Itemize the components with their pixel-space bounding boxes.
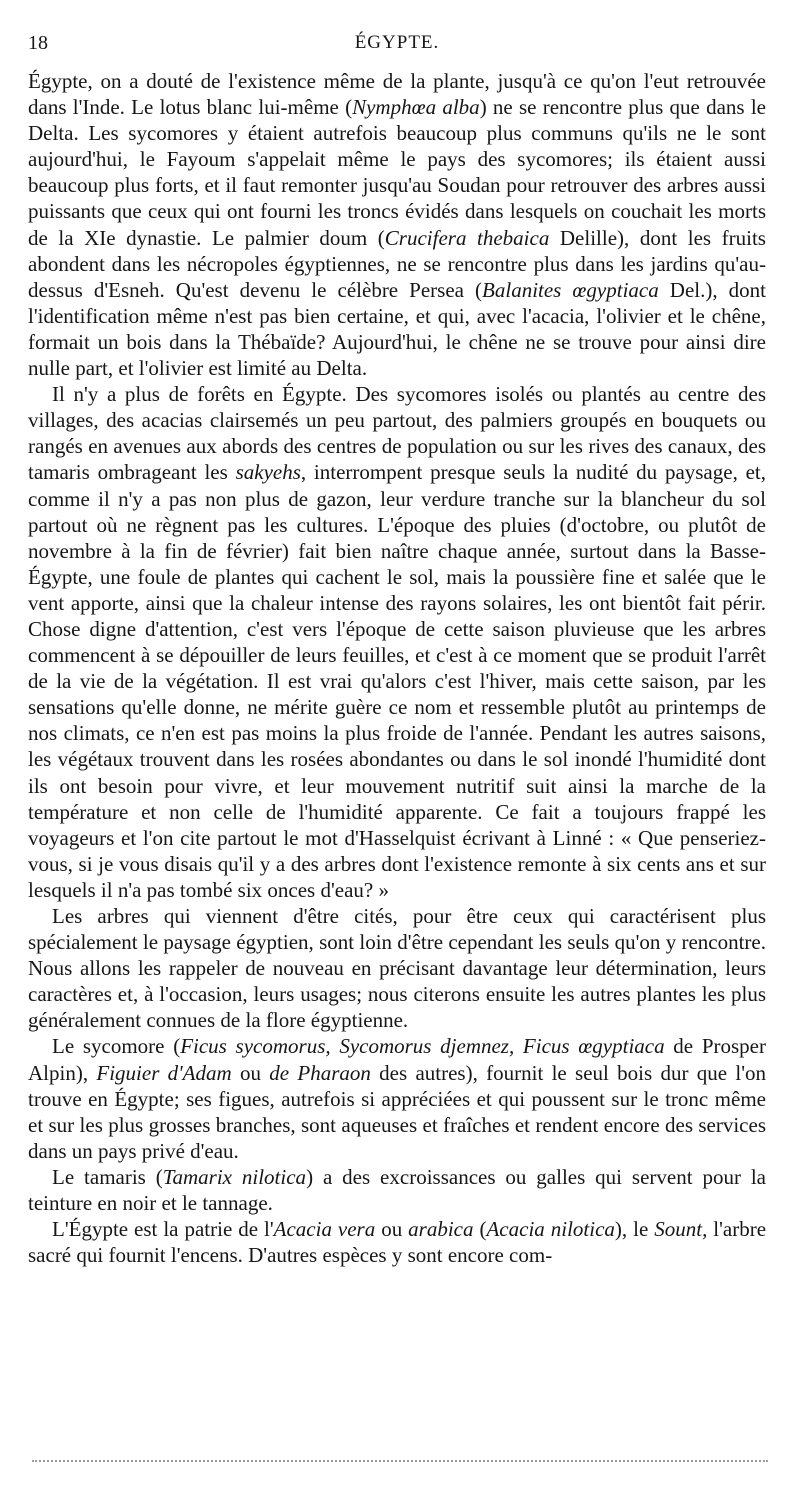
text-run: ) a des excroissances ou galles qui servent pour la teinture en noir et le tannage. [28,1164,767,1216]
italic-text: Nymphœa alba [352,95,480,120]
italic-text: Tamarix nilotica [162,1164,307,1189]
italic-text: Acacia vera [273,1217,376,1242]
paragraph [28,1033,766,1163]
text-run: Del.), dont l'identification même n'est pas bien certaine, et qui, avec l'acacia, l'olivier et le chêne, formait un bois dans la Thébaïde? Aujourd'hui, le chêne ne se trouve pour ainsi dire nulle part, et l'olivier est limité au Delta. [28,277,766,381]
text-run: ( [473,1217,487,1242]
text-run: Le tamaris ( [52,1164,163,1189]
text-run: Les arbres qui viennent d'être cités, pour être ceux qui caractérisent plus spécialement le paysage égyptien, sont loin d'être cependant les seuls qu'on y rencontre. Nous allons les rappeler de nouveau en précisant davantage leur détermination, leurs caractères et, à l'occasion, leurs usages; nous citerons ensuite les autres plantes les plus généralement connues de la flore égyptienne. [28,904,766,1033]
text-run: ), le [614,1217,655,1242]
text-run: Delille), dont les fruits abondent dans les nécropoles égyptiennes, ne se rencontre plus dans les jardins qu'au-dessus d'Esneh. Qu'est devenu le célèbre Persea ( [28,225,766,302]
text-run: Le sycomore ( [52,1034,181,1059]
paragraph [28,381,766,903]
running-head [28,24,766,68]
text-run: ou [231,1060,270,1085]
text-run: ou [375,1217,409,1242]
italic-text: sakyehs [235,460,301,485]
text-run: l'arbre sacré qui fournit l'encens. D'autres espèces y sont encore com- [28,1217,767,1268]
footer-rule [32,1460,768,1462]
italic-text: Sount, [654,1217,708,1242]
running-title: ÉGYPTE. [354,32,440,53]
text-run: ) ne se rencontre plus que dans le Delta. Les sycomores y étaient autrefois beaucoup plus communs qu'ils ne le sont aujourd'hui, le Fayoum s'appelait même le pays des sycomores; ils étaient aussi beaucoup plus forts, et il faut remonter jusqu'au Soudan pour retrouver des arbres aussi puissants que ceux qui ont fourni les troncs évidés dans lesquels on couchait les morts de la XIe dynastie. Le palmier doum ( [28,95,766,250]
italic-text: Crucifera thebaica [384,225,550,250]
text-run: de Prosper Alpin), [28,1034,766,1085]
text-run: L'Égypte est la patrie de l' [52,1217,274,1242]
paragraph [28,68,766,381]
text-run: Il n'y a plus de forêts en Égypte. Des sycomores isolés ou plantés au centre des villages, des acacias clairsemés un peu partout, des palmiers groupés en bouquets ou rangés en avenues aux abords des centres de population ou sur les rives des canaux, des tamaris ombrageant les [28,382,766,485]
book-page [28,24,766,1474]
body-text [28,68,766,1268]
italic-text: Ficus sycomorus, Sycomorus djemnez, Ficus œgyptiaca [180,1034,665,1059]
paragraph [28,903,766,1033]
italic-text: Acacia nilotica [486,1217,615,1242]
paragraph [28,1164,766,1216]
italic-text: Figuier d'Adam [96,1060,232,1085]
text-run: Égypte, on a douté de l'existence même de la plante, jusqu'à ce qu'on l'eut retrouvée dans l'Inde. Le lotus blanc lui-même ( [28,69,766,120]
italic-text: de Pharaon [269,1060,371,1085]
paragraph [28,1216,766,1268]
page-number: 18 [28,32,48,54]
text-run: , interrompent presque seuls la nudité du paysage, et, comme il n'y a pas non plus de gazon, leur verdure tranche sur la blancheur du sol partout où ne règnent pas les cultures. L'époque des pluies (d'octobre, ou plutôt de novembre à la fin de février) fait bien naître chaque année, surtout dans la Basse-Égypte, une foule de plantes qui cachent le sol, mais la poussière fine et salée que le vent apporte, ainsi que la chaleur intense des rayons solaires, les ont bientôt fait périr. Chose digne d'attention, c'est vers l'époque de cette saison pluvieuse que les arbres commencent à se dépouiller de leurs feuilles, et c'est à ce moment que se produit l'arrêt de la vie de la végétation. Il est vrai qu'alors c'est l'hiver, mais cette saison, par les sensations qu'elle donne, ne mérite guère ce nom et ressemble plutôt au printemps de nos climats, ce n'en est pas moins la plus froide de l'année. Pendant les autres saisons, les végétaux trouvent dans les rosées abondantes ou dans le sol inondé l'humidité dont ils ont besoin pour vivre, et leur mouvement nutritif suit ainsi la marche de la température et non celle de l'humidité apparente. Ce fait a toujours frappé les voyageurs et l'on cite partout le mot d'Hasselquist écrivant à Linné : « Que penseriez-vous, si je vous disais qu'il y a des arbres dont l'existence remonte à six cents ans et sur lesquels il n'a pas tombé six onces d'eau? » [28,460,766,902]
text-run: des autres), fournit le seul bois dur que l'on trouve en Égypte; ses figues, autrefois si appréciées et qui poussent sur le tronc même et sur les plus grosses branches, sont aqueuses et fraîches et rendent encore des services dans un pays privé d'eau. [28,1060,766,1163]
italic-text: Balanites œgyptiaca [482,277,659,302]
italic-text: arabica [408,1217,474,1242]
